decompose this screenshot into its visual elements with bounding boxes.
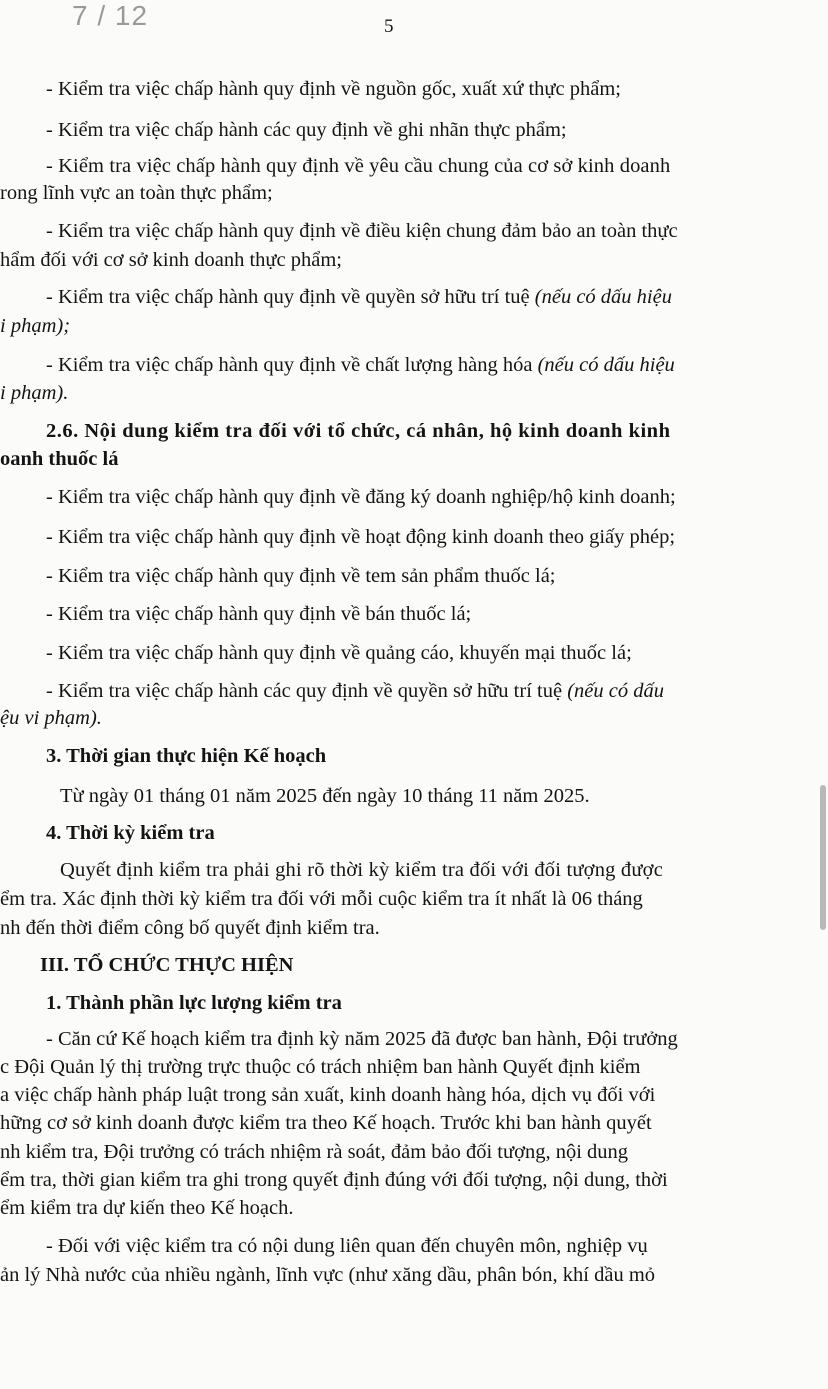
text-line: c Đội Quản lý thị trường trực thuộc có trách nhiệm ban hành Quyết định kiểm	[0, 1056, 641, 1078]
italic-note: i phạm);	[0, 315, 71, 337]
text-line: - Đối với việc kiểm tra có nội dung liên quan đến chuyên môn, nghiệp vụ	[46, 1235, 648, 1257]
text-line: ản lý Nhà nước của nhiều ngành, lĩnh vực (như xăng dầu, phân bón, khí dầu mỏ	[0, 1264, 656, 1286]
italic-note: (nếu có dấu	[567, 680, 664, 702]
text-line: rong lĩnh vực an toàn thực phẩm;	[0, 182, 273, 204]
text-line: - Căn cứ Kế hoạch kiểm tra định kỳ năm 2025 đã được ban hành, Đội trưởng	[46, 1028, 678, 1050]
italic-note: (nếu có dấu hiệu	[537, 354, 675, 376]
text-line: - Kiểm tra việc chấp hành quy định về tem sản phẩm thuốc lá;	[46, 565, 556, 587]
text-line: nh đến thời điểm công bố quyết định kiểm tra.	[0, 917, 380, 939]
text-line: hẩm đối với cơ sở kinh doanh thực phẩm;	[0, 249, 342, 271]
text-fragment: - Kiểm tra việc chấp hành các quy định về quyền sở hữu trí tuệ	[46, 680, 568, 702]
section-heading: 1. Thành phần lực lượng kiểm tra	[46, 992, 342, 1014]
text-line: - Kiểm tra việc chấp hành quy định về yêu cầu chung của cơ sở kinh doanh	[46, 155, 671, 177]
italic-note: i phạm).	[0, 382, 69, 404]
text-line: - Kiểm tra việc chấp hành quy định về quảng cáo, khuyến mại thuốc lá;	[46, 642, 632, 664]
text-line: a việc chấp hành pháp luật trong sản xuất, kinh doanh hàng hóa, dịch vụ đối với	[0, 1084, 656, 1106]
text-line: Quyết định kiểm tra phải ghi rõ thời kỳ kiểm tra đối với đối tượng được	[60, 859, 664, 881]
text-line: ểm kiểm tra dự kiến theo Kế hoạch.	[0, 1197, 294, 1219]
text-line: - Kiểm tra việc chấp hành các quy định về ghi nhãn thực phẩm;	[46, 119, 567, 141]
section-heading: 3. Thời gian thực hiện Kế hoạch	[46, 745, 327, 767]
text-line	[46, 678, 664, 704]
page-counter: 7 / 12	[72, 0, 149, 31]
page-number: 5	[384, 16, 394, 37]
text-fragment: - Kiểm tra việc chấp hành quy định về quyền sở hữu trí tuệ	[46, 286, 535, 308]
text-line: - Kiểm tra việc chấp hành quy định về đăng ký doanh nghiệp/hộ kinh doanh;	[46, 486, 676, 508]
text-line: - Kiểm tra việc chấp hành quy định về bán thuốc lá;	[46, 603, 472, 625]
text-line: ểm tra. Xác định thời kỳ kiểm tra đối với mỗi cuộc kiểm tra ít nhất là 06 tháng	[0, 888, 643, 910]
part-heading: III. TỔ CHỨC THỰC HIỆN	[40, 954, 294, 976]
text-line: ểm tra, thời gian kiểm tra ghi trong quyết định đúng với đối tượng, nội dung, thời	[0, 1169, 668, 1191]
text-line: hững cơ sở kinh doanh được kiểm tra theo Kế hoạch. Trước khi ban hành quyết	[0, 1112, 652, 1134]
text-line	[46, 352, 675, 378]
italic-note: (nếu có dấu hiệu	[534, 286, 672, 308]
section-heading: 4. Thời kỳ kiểm tra	[46, 822, 215, 844]
text-fragment: - Kiểm tra việc chấp hành quy định về chất lượng hàng hóa	[46, 354, 538, 376]
text-line	[46, 284, 672, 310]
text-line: nh kiểm tra, Đội trưởng có trách nhiệm rà soát, đảm bảo đối tượng, nội dung	[0, 1141, 629, 1163]
text-line: - Kiểm tra việc chấp hành quy định về nguồn gốc, xuất xứ thực phẩm;	[46, 78, 622, 100]
text-line: - Kiểm tra việc chấp hành quy định về điều kiện chung đảm bảo an toàn thực	[46, 220, 678, 242]
text-line: - Kiểm tra việc chấp hành quy định về hoạt động kinh doanh theo giấy phép;	[46, 526, 676, 548]
scrollbar-thumb[interactable]	[820, 785, 826, 930]
section-heading: 2.6. Nội dung kiểm tra đối với tổ chức, cá nhân, hộ kinh doanh kinh	[46, 420, 671, 442]
section-heading: oanh thuốc lá	[0, 448, 119, 470]
italic-note: ệu vi phạm).	[0, 707, 102, 729]
text-line: Từ ngày 01 tháng 01 năm 2025 đến ngày 10 tháng 11 năm 2025.	[60, 785, 590, 807]
